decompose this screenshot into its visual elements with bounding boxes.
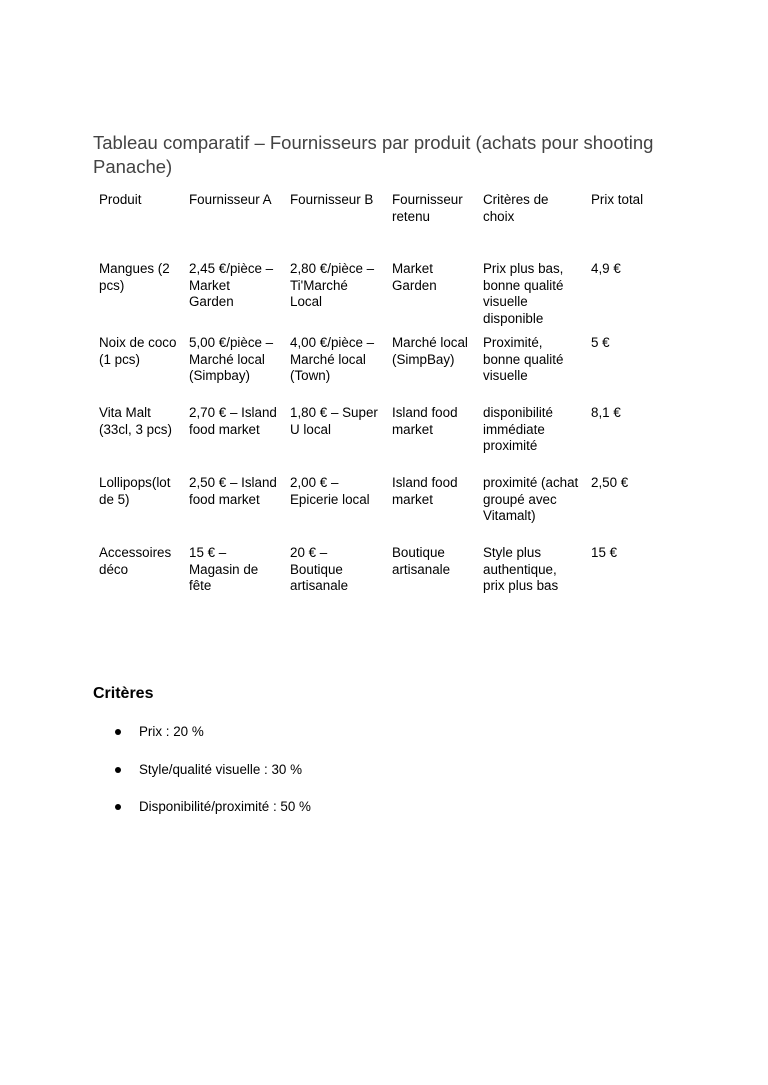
cell-fournisseur-b: 2,00 € – Epicerie local xyxy=(290,475,370,507)
cell-fournisseur-a: 2,70 € – Island food market xyxy=(189,405,277,437)
criteria-item-label: Style/qualité visuelle : 30 % xyxy=(139,761,303,777)
cell-fournisseur-a: 5,00 €/pièce – Marché local (Simpbay) xyxy=(189,335,274,383)
cell-fournisseur-retenu: Island food market xyxy=(392,405,458,437)
header-fournisseur-retenu: Fournisseur retenu xyxy=(392,192,463,224)
cell-fournisseur-retenu: Island food market xyxy=(392,475,458,507)
cell-prix-total: 5 € xyxy=(591,335,610,350)
bullet-icon xyxy=(115,767,121,773)
header-produit: Produit xyxy=(99,192,142,207)
document-title: Tableau comparatif – Fournisseurs par produit (achats pour shooting Panache) xyxy=(93,132,654,177)
table-row xyxy=(93,331,673,401)
cell-criteres: disponibilité immédiate proximité xyxy=(483,405,553,453)
cell-prix-total: 8,1 € xyxy=(591,405,621,420)
cell-fournisseur-b: 20 € – Boutique artisanale xyxy=(290,545,349,593)
cell-produit: Mangues (2 pcs) xyxy=(99,261,170,293)
cell-produit: Noix de coco (1 pcs) xyxy=(99,335,177,367)
cell-prix-total: 4,9 € xyxy=(591,261,621,276)
list-item xyxy=(93,760,311,798)
cell-prix-total: 15 € xyxy=(591,545,618,560)
table-row xyxy=(93,257,673,331)
cell-produit: Vita Malt (33cl, 3 pcs) xyxy=(99,405,172,437)
criteria-item-label: Disponibilité/proximité : 50 % xyxy=(139,799,311,814)
header-fournisseur-a: Fournisseur A xyxy=(189,192,272,207)
bullet-icon xyxy=(115,729,121,735)
list-item xyxy=(93,797,311,835)
header-criteres-de-choix: Critères de choix xyxy=(483,192,549,224)
criteria-list xyxy=(93,722,311,835)
cell-fournisseur-b: 1,80 € – Super U local xyxy=(290,405,378,437)
cell-fournisseur-b: 2,80 €/pièce – Ti'Marché Local xyxy=(290,261,375,309)
table-row xyxy=(93,541,673,611)
supplier-comparison-table xyxy=(93,188,673,611)
cell-prix-total: 2,50 € xyxy=(591,475,629,490)
header-prix-total: Prix total xyxy=(591,192,644,207)
list-item xyxy=(93,722,311,760)
table-row xyxy=(93,471,673,541)
cell-fournisseur-retenu: Market Garden xyxy=(392,261,437,293)
criteria-item-label: Prix : 20 % xyxy=(139,724,204,739)
cell-fournisseur-retenu: Boutique artisanale xyxy=(392,545,451,577)
cell-fournisseur-b: 4,00 €/pièce – Marché local (Town) xyxy=(290,335,375,383)
criteria-heading: Critères xyxy=(93,685,154,702)
cell-produit: Accessoires déco xyxy=(99,545,172,577)
cell-criteres: proximité (achat groupé avec Vitamalt) xyxy=(483,475,579,523)
table-header-row xyxy=(93,188,673,257)
cell-fournisseur-a: 15 € – Magasin de fête xyxy=(189,545,259,593)
cell-criteres: Proximité, bonne qualité visuelle xyxy=(483,335,564,383)
cell-fournisseur-a: 2,50 € – Island food market xyxy=(189,475,277,507)
cell-fournisseur-retenu: Marché local (SimpBay) xyxy=(392,335,468,367)
cell-criteres: Prix plus bas, bonne qualité visuelle disponible xyxy=(483,261,564,326)
header-fournisseur-b: Fournisseur B xyxy=(290,192,374,207)
table-row xyxy=(93,401,673,471)
cell-produit: Lollipops(lot de 5) xyxy=(99,475,171,507)
cell-fournisseur-a: 2,45 €/pièce – Market Garden xyxy=(189,261,274,309)
cell-criteres: Style plus authentique, prix plus bas xyxy=(483,545,559,593)
bullet-icon xyxy=(115,804,121,810)
